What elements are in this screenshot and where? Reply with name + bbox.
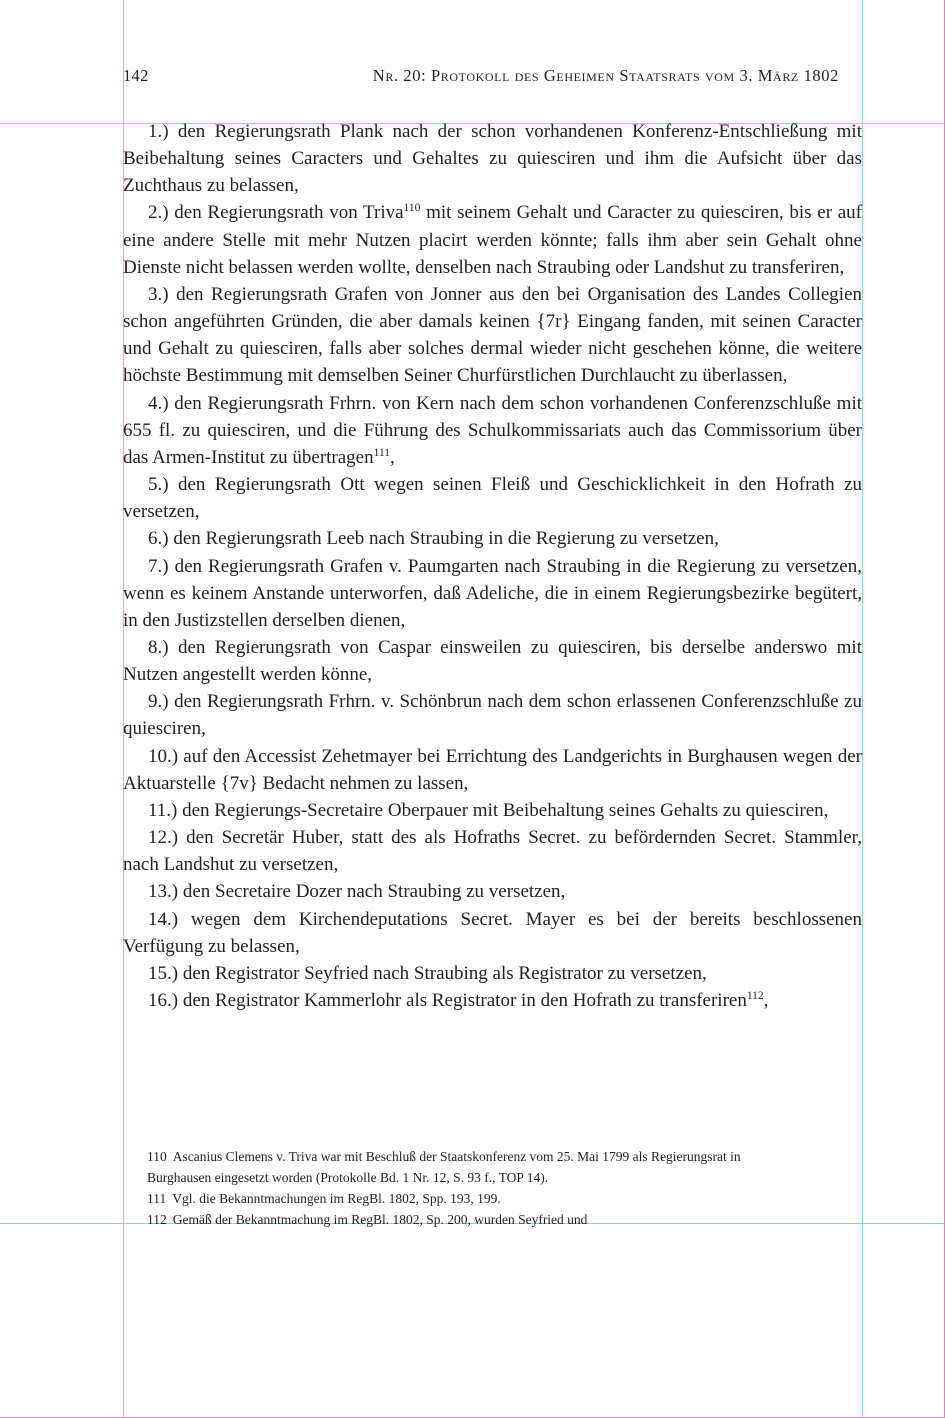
footnote (147, 1188, 787, 1209)
footnote-number: 112 (147, 1212, 167, 1227)
main-text (123, 118, 862, 1014)
page-number: 142 (123, 66, 149, 85)
footnote-reference[interactable]: 111 (373, 446, 391, 459)
list-item: 15.) den Registrator Seyfried nach Straubing als Registrator zu versetzen, (148, 962, 707, 984)
footnote-text: Gemäß der Bekanntmachung im RegBl. 1802, Sp. 200, wurden Seyfried und (172, 1212, 588, 1227)
footnote-number: 110 (147, 1149, 167, 1164)
list-item: 1.) den Regierungsrath Plank nach der schon vorhandenen Konferenz-Entschließung mit Beibehaltung seines Caracters und Gehaltes zu quiesciren und ihm die Aufsicht über das Zuchthaus zu belassen, (123, 121, 862, 197)
list-item: 16.) den Registrator Kammerlohr als Registrator in den Hofrath zu transferiren$^{112}$, (148, 990, 769, 1011)
list-item: 5.) den Regierungsrath Ott wegen seinen Fleiß und Geschicklichkeit in den Hofrath zu versetzen, (123, 474, 862, 523)
list-item: 3.) den Regierungsrath Grafen von Jonner aus den bei Organisation des Landes Collegien schon angeführten Gründen, die aber damals keinen {7r} Eingang fanden, mit seinen Caracter und Gehalt zu quiesciren, falls aber solches dermal wieder nicht geschehen könne, die weitere höchste Bestimmung mit demselben Seiner Churfürstlichen Durchlaucht zu überlassen, (123, 283, 862, 387)
footnote-text: Ascanius Clemens v. Triva war mit Beschluß der Staatskonferenz vom 25. Mai 1799 als Regierungsrat in Burghausen eingesetzt worden (Protokolle Bd. 1 Nr. 12, S. 93 f., TOP 14). (147, 1149, 741, 1185)
footnote (147, 1209, 787, 1230)
footnote (147, 1146, 787, 1188)
running-header (123, 66, 839, 90)
list-item: 2.) den Regierungsrath von Triva$^{110}$ mit seinem Gehalt und Caracter zu quiesciren, bis er auf eine andere Stelle mit mehr Nutzen placirt werden könnte; falls ihm aber sein Gehalt ohne Dienste nicht belassen werden wollte, denselben nach Straubing oder Landshut zu transferiren, (123, 202, 862, 278)
margin-guide-right (862, 0, 863, 1418)
footnote-number: 111 (147, 1191, 167, 1206)
list-item: 7.) den Regierungsrath Grafen v. Paumgarten nach Straubing in die Regierung zu versetzen, wenn es keinem Anstande unterworfen, daß Adeliche, die in einem Regierungsbezirke begütert, in den Justizstellen derselben dienen, (123, 555, 862, 631)
footnote-text: Vgl. die Bekanntmachungen im RegBl. 1802, Spp. 193, 199. (172, 1191, 501, 1206)
running-title: Nr. 20: Protokoll des Geheimen Staatsrats vom 3. März 1802 (372, 66, 839, 85)
footnotes (147, 1146, 787, 1230)
list-item: 11.) den Regierungs-Secretaire Oberpauer mit Beibehaltung seines Gehalts zu quiesciren, (148, 799, 829, 821)
list-item: 12.) den Secretär Huber, statt des als Hofraths Secret. zu befördernden Secret. Stammler, nach Landshut zu versetzen, (123, 827, 862, 876)
list-item: 13.) den Secretaire Dozer nach Straubing zu versetzen, (148, 881, 566, 903)
footnote-reference[interactable]: 110 (403, 202, 421, 215)
list-item: 8.) den Regierungsrath von Caspar einsweilen zu quiesciren, bis derselbe anderswo mit Nutzen angestellt werden könne, (123, 636, 862, 686)
list-item: 9.) den Regierungsrath Frhrn. v. Schönbrun nach dem schon erlassenen Conferenzschluße zu quiesciren, (123, 691, 862, 740)
footnote-reference[interactable]: 112 (746, 990, 764, 1002)
list-item: 10.) auf den Accessist Zehetmayer bei Errichtung des Landgerichts in Burghausen wegen der Aktuarstelle {7v} Bedacht nehmen zu lassen, (123, 745, 862, 794)
list-item: 14.) wegen dem Kirchendeputations Secret. Mayer es bei der bereits beschlossenen Verfügung zu belassen, (123, 908, 862, 957)
list-item: 6.) den Regierungsrath Leeb nach Straubing in die Regierung zu versetzen, (148, 528, 719, 550)
list-item: 4.) den Regierungsrath Frhrn. von Kern nach dem schon vorhandenen Conferenzschluße mit 655 fl. zu quiesciren, und die Führung des Schulkommissariats auch das Commissorium über das Armen-Institut zu übertragen$^{111}$, (123, 392, 862, 468)
